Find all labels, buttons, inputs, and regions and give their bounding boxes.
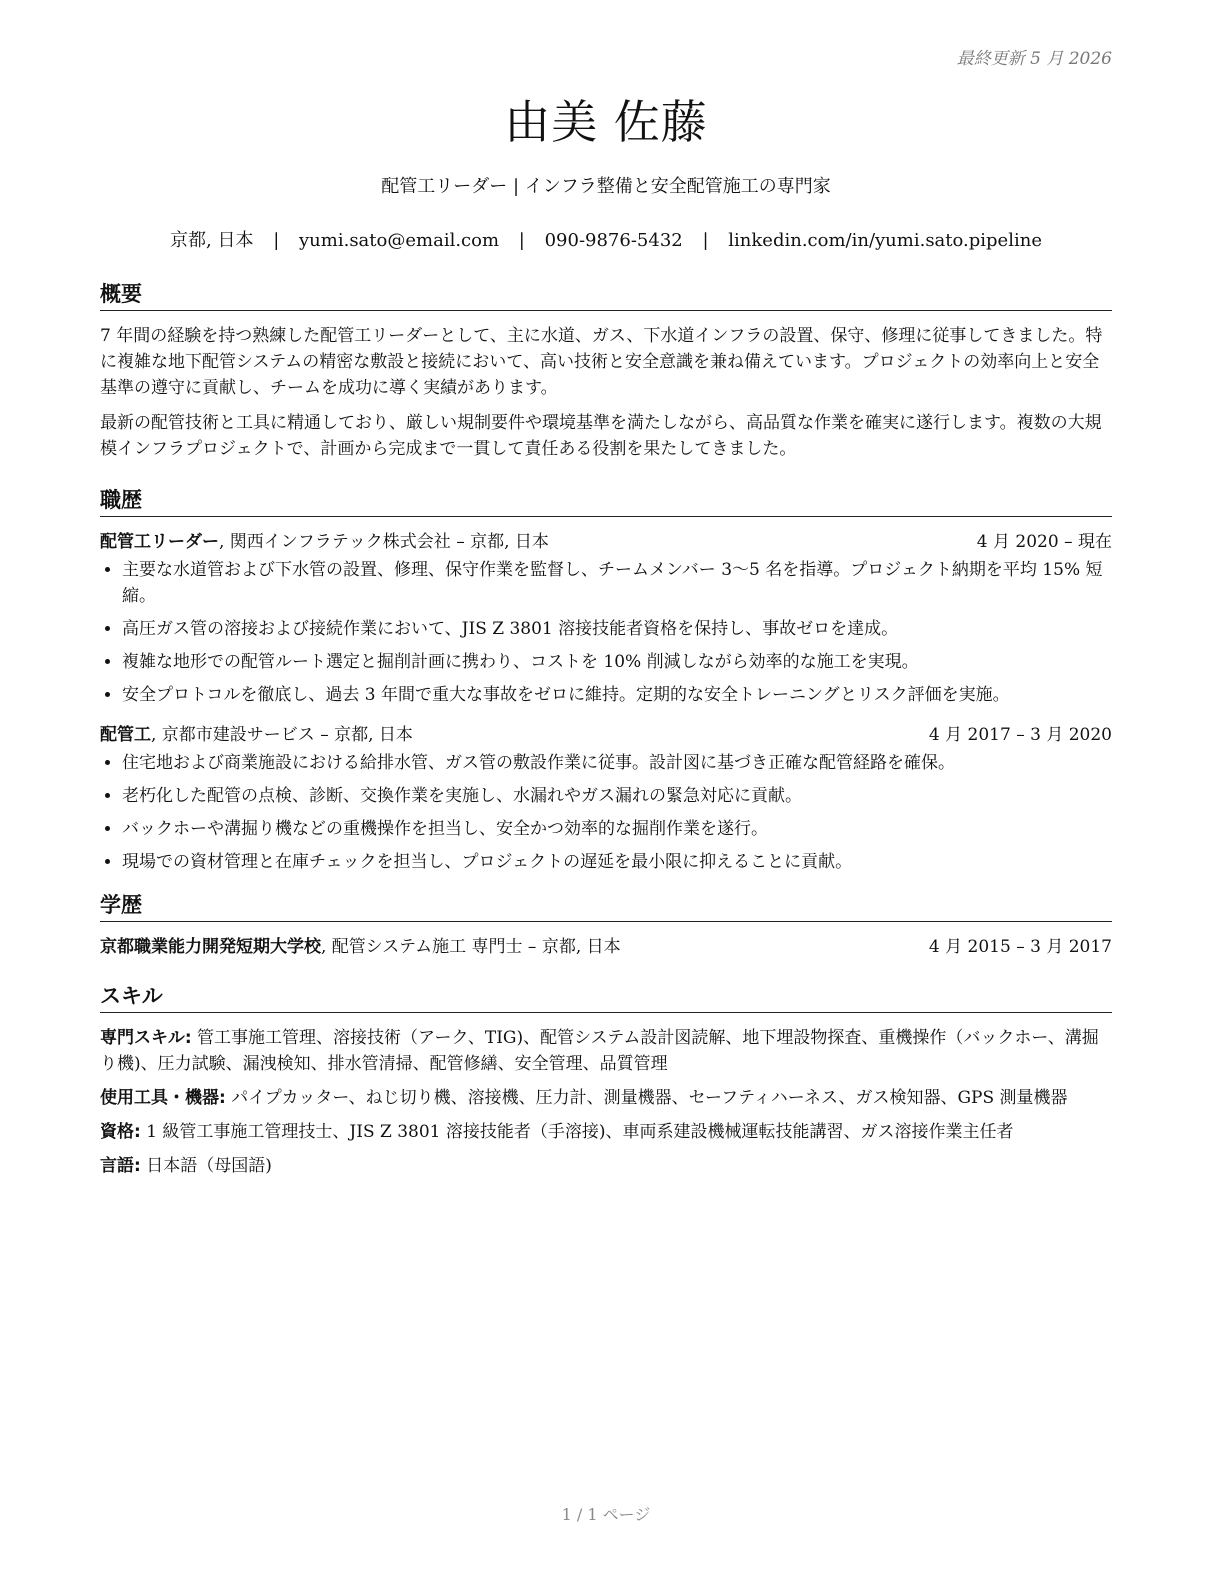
contact-location: 京都, 日本 bbox=[170, 230, 254, 251]
headline: 配管工リーダー | インフラ整備と安全配管施工の専門家 bbox=[381, 176, 831, 197]
experience-section bbox=[100, 484, 1112, 875]
skill-row bbox=[100, 1025, 1112, 1077]
job-org: , 京都市建設サービス – 京都, 日本 bbox=[151, 725, 413, 745]
list-item: • 安全プロトコルを徹底し、過去 3 年間で重大な事故をゼロに維持。定期的な安全トレーニングとリスク評価を実施。 bbox=[122, 682, 1112, 708]
list-item: • 老朽化した配管の点検、診断、交換作業を実施し、水漏れやガス漏れの緊急対応に貢献。 bbox=[122, 783, 1112, 809]
skill-label: 言語: bbox=[100, 1156, 141, 1176]
resume-page bbox=[100, 0, 1112, 1584]
job-title-org bbox=[100, 529, 549, 555]
job-org: , 関西インフラテック株式会社 – 京都, 日本 bbox=[219, 532, 549, 552]
contact-linkedin[interactable]: linkedin.com/in/yumi.sato.pipeline bbox=[728, 230, 1042, 251]
list-item: • 住宅地および商業施設における給排水管、ガス管の敷設作業に従事。設計図に基づき正確な配管経路を確保。 bbox=[122, 750, 1112, 776]
list-item: • バックホーや溝掘り機などの重機操作を担当し、安全かつ効率的な掘削作業を遂行。 bbox=[122, 816, 1112, 842]
skill-text: 1 級管工事施工管理技士、JIS Z 3801 溶接技能者（手溶接)、車両系建設機械運転技能講習、ガス溶接作業主任者 bbox=[140, 1122, 1014, 1142]
summary-paragraph: 7 年間の経験を持つ熟練した配管工リーダーとして、主に水道、ガス、下水道インフラの設置、保守、修理に従事してきました。特に複雑な地下配管システムの精密な敷設と接続において、高い技術と安全意識を兼ね備えています。プロジェクトの効率向上と安全基準の遵守に貢献し、チームを成功に導く実績があります。 bbox=[100, 326, 1103, 398]
candidate-name: 由美 佐藤 bbox=[504, 95, 708, 149]
skill-row bbox=[100, 1119, 1112, 1145]
skill-label: 専門スキル: bbox=[100, 1028, 192, 1048]
job-entry bbox=[100, 529, 1112, 708]
list-item: • 主要な水道管および下水管の設置、修理、保守作業を監督し、チームメンバー 3〜5 名を指導。プロジェクト納期を平均 15% 短縮。 bbox=[122, 557, 1112, 609]
section-title-summary: 概要 bbox=[100, 278, 1112, 311]
education-dates: 4 月 2015 – 3 月 2017 bbox=[928, 937, 1112, 957]
education-detail: , 配管システム施工 専門士 – 京都, 日本 bbox=[321, 937, 621, 957]
summary-section bbox=[100, 278, 1112, 462]
contact-separator: | bbox=[702, 230, 709, 251]
contact-phone[interactable]: 090-9876-5432 bbox=[544, 230, 683, 251]
job-dates: 4 月 2017 – 3 月 2020 bbox=[928, 725, 1112, 745]
job-entry bbox=[100, 722, 1112, 875]
contact-separator: | bbox=[273, 230, 280, 251]
page-indicator: 1 / 1 ページ bbox=[561, 1505, 651, 1524]
contact-email[interactable]: yumi.sato@email.com bbox=[299, 230, 500, 251]
education-entry bbox=[100, 934, 1112, 960]
skills-section bbox=[100, 980, 1112, 1179]
resume-content bbox=[100, 278, 1112, 1187]
job-header bbox=[100, 722, 1112, 748]
list-item: • 複雑な地形での配管ルート選定と掘削計画に携わり、コストを 10% 削減しながら効率的な施工を実現。 bbox=[122, 649, 1112, 675]
education-section bbox=[100, 889, 1112, 960]
last-updated: 最終更新 5 月 2026 bbox=[956, 49, 1112, 69]
job-bullets bbox=[100, 750, 1112, 875]
section-title-skills: スキル bbox=[100, 980, 1112, 1013]
skill-label: 使用工具・機器: bbox=[100, 1088, 226, 1108]
contact-line bbox=[100, 226, 1112, 252]
list-item: • 高圧ガス管の溶接および接続作業において、JIS Z 3801 溶接技能者資格を保持し、事故ゼロを達成。 bbox=[122, 616, 1112, 642]
job-dates: 4 月 2020 – 現在 bbox=[976, 532, 1112, 552]
skill-text: 日本語（母国語) bbox=[140, 1156, 272, 1176]
job-title-org bbox=[100, 722, 413, 748]
section-title-experience: 職歴 bbox=[100, 484, 1112, 517]
skill-text: パイプカッター、ねじ切り機、溶接機、圧力計、測量機器、セーフティハーネス、ガス検知器、GPS 測量機器 bbox=[225, 1088, 1068, 1108]
job-header bbox=[100, 529, 1112, 555]
contact-separator: | bbox=[518, 230, 525, 251]
summary-paragraph: 最新の配管技術と工具に精通しており、厳しい規制要件や環境基準を満たしながら、高品質な作業を確実に遂行します。複数の大規模インフラプロジェクトで、計画から完成まで一貫して責任ある役割を果たしてきました。 bbox=[100, 413, 1102, 459]
section-title-education: 学歴 bbox=[100, 889, 1112, 922]
skill-text: 管工事施工管理、溶接技術（アーク、TIG)、配管システム設計図読解、地下埋設物探査、重機操作（バックホー、溝掘り機)、圧力試験、漏洩検知、排水管清掃、配管修繕、安全管理、品質管理 bbox=[100, 1028, 1099, 1074]
skill-row bbox=[100, 1153, 1112, 1179]
education-school: 京都職業能力開発短期大学校 bbox=[100, 937, 321, 957]
skill-label: 資格: bbox=[100, 1122, 141, 1142]
job-bullets bbox=[100, 557, 1112, 708]
job-role: 配管工リーダー bbox=[100, 532, 219, 552]
job-role: 配管工 bbox=[100, 725, 151, 745]
skill-row bbox=[100, 1085, 1112, 1111]
list-item: • 現場での資材管理と在庫チェックを担当し、プロジェクトの遅延を最小限に抑えることに貢献。 bbox=[122, 849, 1112, 875]
education-school-detail bbox=[100, 934, 621, 960]
